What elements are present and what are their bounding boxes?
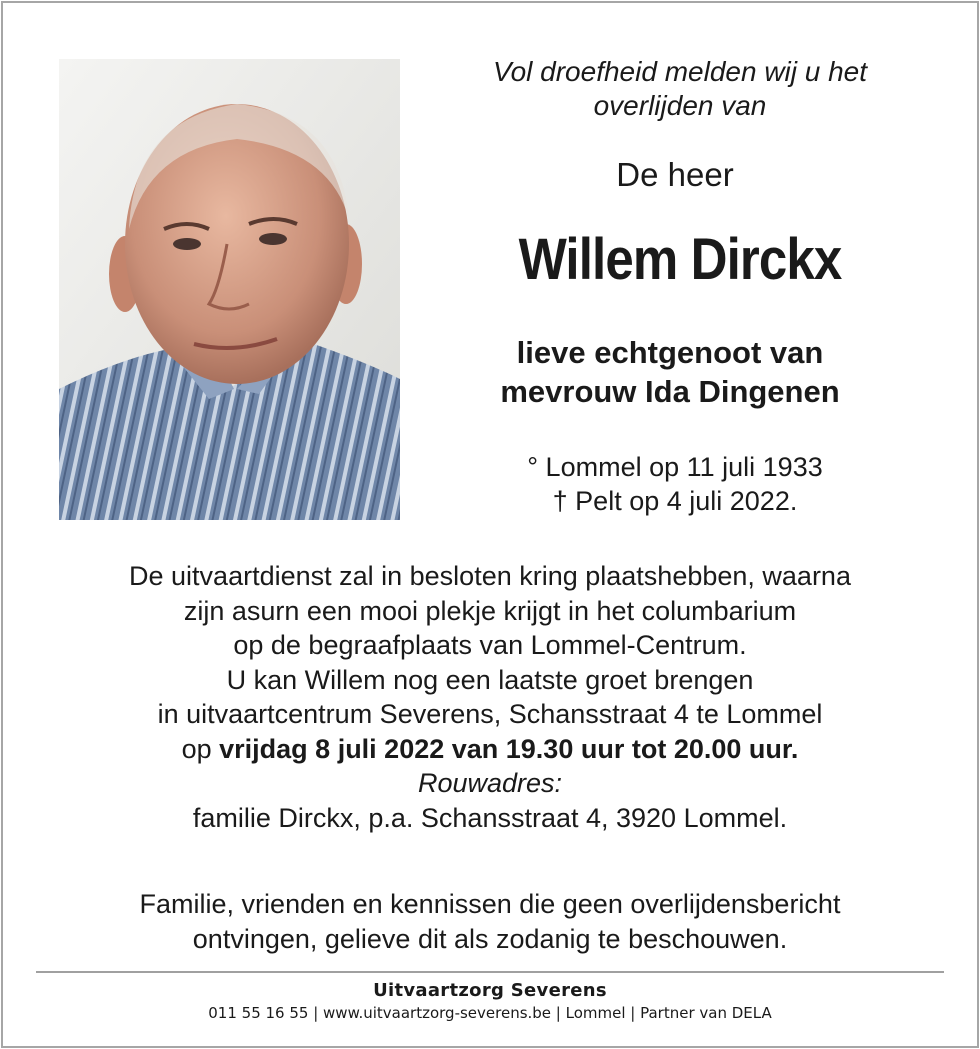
mourning-address: familie Dirckx, p.a. Schansstraat 4, 3920 Lommel.	[192, 802, 788, 833]
intro-text	[430, 55, 930, 123]
address-label: Rouwadres:	[417, 768, 563, 798]
life-dates	[440, 450, 910, 518]
footer-divider	[36, 971, 944, 973]
visitation-time: vrijdag 8 juli 2022 van 19.30 uur tot 20.00 uur.	[219, 733, 799, 764]
deceased-name: Willem Dirckx	[518, 227, 842, 292]
service-line: op de begraafplaats van Lommel-Centrum.	[233, 630, 747, 660]
birth-date: ° Lommel op 11 juli 1933	[527, 452, 823, 482]
service-line: U kan Willem nog een laatste groet brengen	[226, 664, 754, 695]
visitation-line	[30, 732, 950, 767]
closing-line: Familie, vrienden en kennissen die geen overlijdensbericht	[139, 889, 841, 919]
spouse-text	[430, 333, 910, 411]
salutation: De heer	[616, 156, 734, 193]
service-line: zijn asurn een mooi plekje krijgt in het columbarium	[183, 595, 797, 626]
service-line: De uitvaartdienst zal in besloten kring plaatshebben, waarna	[129, 561, 851, 591]
portrait-photo	[59, 59, 400, 520]
death-date-row	[440, 484, 910, 518]
intro-line: Vol droefheid melden wij u het	[492, 56, 868, 87]
service-details	[30, 559, 950, 835]
closing-note	[30, 887, 950, 956]
cross-icon: †	[552, 486, 568, 516]
funeral-home-name: Uitvaartzorg Severens	[373, 980, 607, 1001]
death-date: Pelt op 4 juli 2022.	[567, 486, 798, 516]
funeral-home-contact: 011 55 16 55 | www.uitvaartzorg-severens.be | Lommel | Partner van DELA	[208, 1004, 772, 1022]
closing-line: ontvingen, gelieve dit als zodanig te beschouwen.	[192, 923, 788, 954]
intro-line: overlijden van	[593, 90, 767, 121]
service-line: in uitvaartcentrum Severens, Schansstraat 4 te Lommel	[157, 699, 823, 729]
spouse-line: mevrouw Ida Dingenen	[500, 374, 840, 409]
spouse-line: lieve echtgenoot van	[516, 335, 824, 370]
visitation-prefix: op	[181, 733, 220, 764]
